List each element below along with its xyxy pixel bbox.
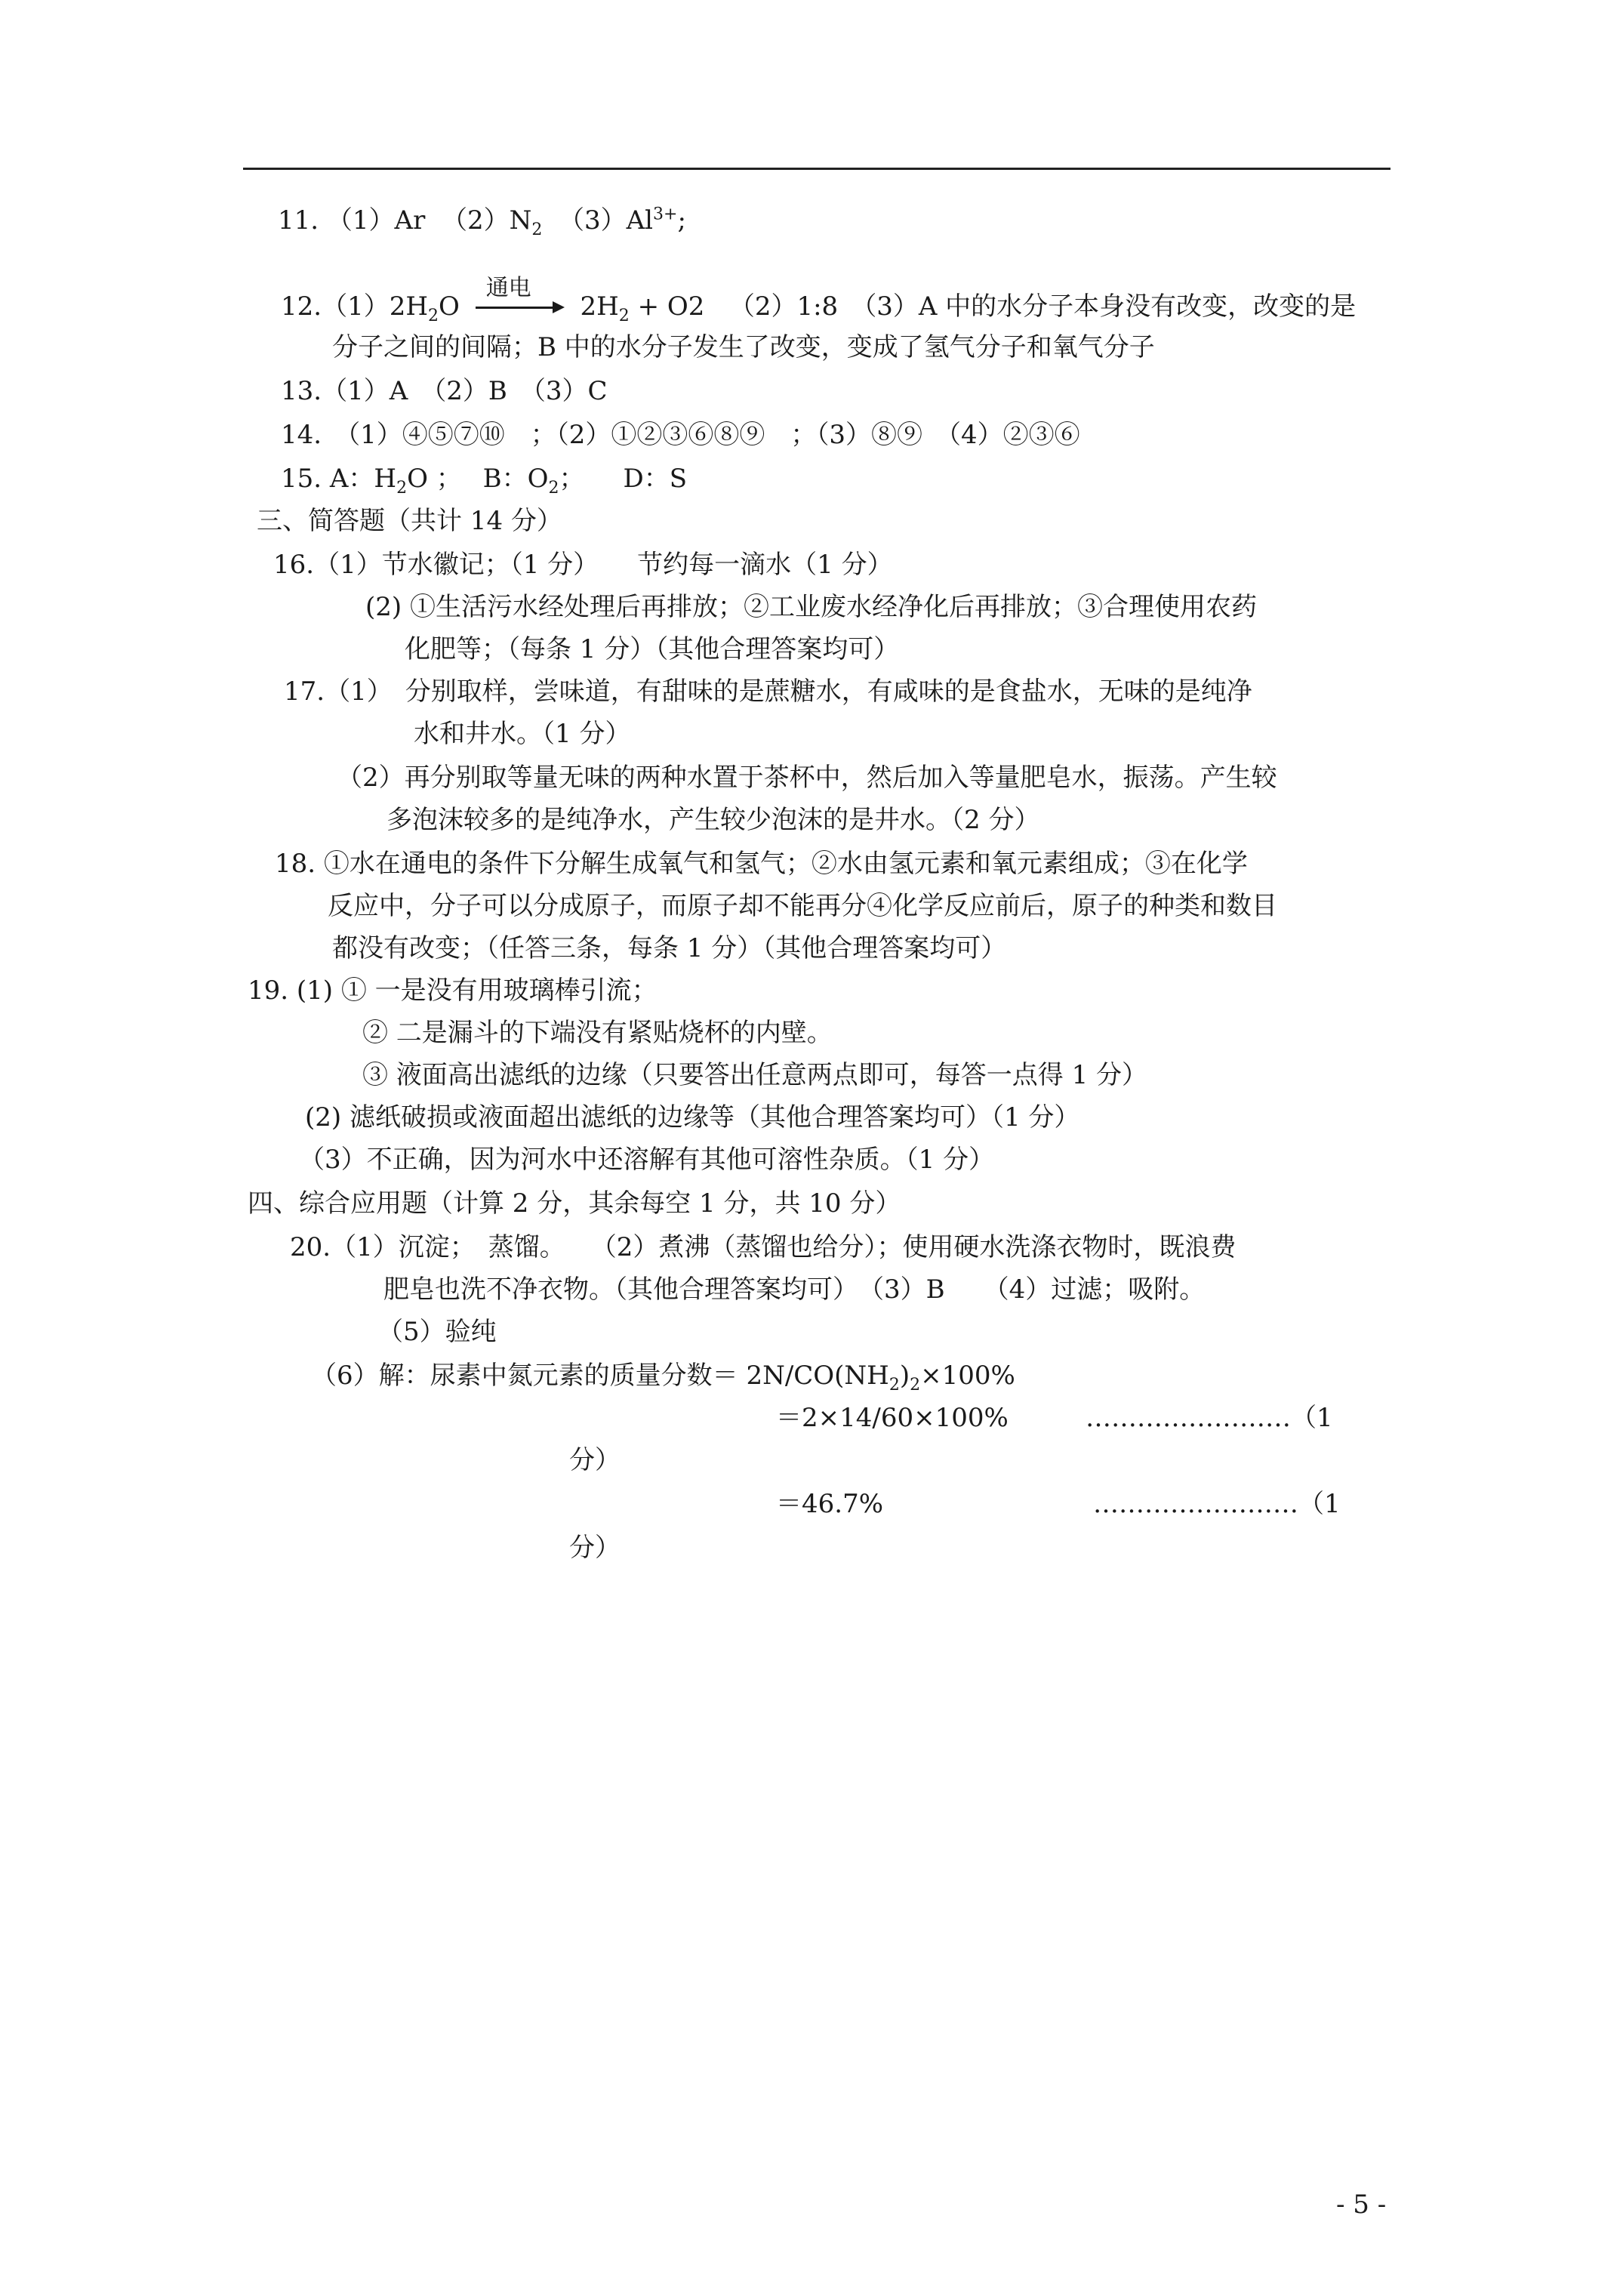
answer-20-line2: 肥皂也洗不净衣物。（其他合理答案均可） （3）B （4）过滤；吸附。 bbox=[383, 1274, 1206, 1305]
answer-17-line1: 17.（1） 分别取样，尝味道，有甜味的是蔗糖水，有咸味的是食盐水，无味的是纯净 bbox=[284, 676, 1252, 707]
answer-12-line2: 分子之间的间隔；B 中的水分子发生了改变，变成了氢气分子和氧气分子 bbox=[332, 332, 1155, 362]
answer-16-line2: (2) ①生活污水经处理后再排放；②工业废水经净化后再排放；③合理使用农药 bbox=[365, 592, 1257, 622]
answer-17-line4: 多泡沫较多的是纯净水，产生较少泡沫的是井水。（2 分） bbox=[387, 805, 1040, 835]
answer-19-line2: ② 二是漏斗的下端没有紧贴烧杯的内壁。 bbox=[362, 1018, 833, 1048]
answer-19-line4: (2) 滤纸破损或液面超出滤纸的边缘等（其他合理答案均可）（1 分） bbox=[305, 1102, 1080, 1133]
answer-20-calc-step1-score: 分） bbox=[569, 1445, 621, 1475]
answer-20-calc-step2: ＝46.7% bbox=[776, 1489, 884, 1519]
answer-17-line2: 水和井水。（1 分） bbox=[414, 719, 631, 749]
answer-19-line3: ③ 液面高出滤纸的边缘（只要答出任意两点即可，每答一点得 1 分） bbox=[362, 1060, 1148, 1090]
section-4-heading: 四、综合应用题（计算 2 分，其余每空 1 分，共 10 分） bbox=[248, 1188, 901, 1219]
section-3-heading: 三、简答题（共计 14 分） bbox=[257, 506, 562, 536]
answer-18-line2: 反应中，分子可以分成原子，而原子却不能再分④化学反应前后，原子的种类和数目 bbox=[328, 891, 1277, 921]
answer-20-line4: （6）解：尿素中氮元素的质量分数＝ $2N/CO(NH_2)_2\times 100\%$ bbox=[311, 1361, 1015, 1395]
answer-19-line5: （3）不正确，因为河水中还溶解有其他可溶性杂质。（1 分） bbox=[299, 1145, 995, 1175]
answer-18-line1: 18. ①水在通电的条件下分解生成氧气和氢气；②水由氢元素和氧元素组成；③在化学 bbox=[275, 849, 1248, 879]
answer-17-line3: （2）再分别取等量无味的两种水置于茶杯中，然后加入等量肥皂水，振荡。产生较 bbox=[337, 763, 1277, 793]
answer-14: 14. （1）④⑤⑦⑩ ；（2）①②③⑥⑧⑨ ；（3）⑧⑨ （4）②③⑥ bbox=[281, 420, 1080, 450]
answer-20-calc-step2-dots: ……………………（1 bbox=[1093, 1489, 1341, 1519]
header-rule bbox=[243, 168, 1390, 170]
answer-16-line1: 16.（1）节水徽记；（1 分） 节约每一滴水（1 分） bbox=[273, 550, 893, 580]
answer-20-calc-step1: ＝2×14/60×100% bbox=[776, 1403, 1009, 1433]
answer-20-calc-step1-dots: ……………………（1 bbox=[1086, 1403, 1333, 1433]
answer-20-line1: 20.（1）沉淀； 蒸馏。 （2）煮沸（蒸馏也给分）；使用硬水洗涤衣物时，既浪费 bbox=[290, 1232, 1236, 1262]
answer-12-line1: $12.(1)2H_2O$ 通电 $2H_2 + O2$ （2）1:8 （3）A 中的水分子本身没有改变，改变的是 bbox=[281, 275, 1357, 325]
reaction-arrow-icon: 通电 bbox=[476, 293, 565, 323]
answer-19-line1: 19. (1) ① 一是没有用玻璃棒引流； bbox=[248, 975, 658, 1006]
answer-13: 13.（1）A （2）B （3）C bbox=[281, 376, 608, 406]
answer-18-line3: 都没有改变；（任答三条，每条 1 分）（其他合理答案均可） bbox=[332, 933, 1007, 963]
answer-11: 11. （1）Ar $(2)N_2$ $(3)Al^{3+}$; bbox=[278, 205, 686, 239]
answer-20-line3: （5）验纯 bbox=[377, 1317, 497, 1347]
answer-15: 15. A：$H_2O$ ； B：$O_2$； D：S bbox=[281, 464, 688, 498]
answer-16-line3: 化肥等；（每条 1 分）（其他合理答案均可） bbox=[405, 634, 900, 664]
page-number: - 5 - bbox=[1336, 2190, 1387, 2220]
answer-20-calc-step2-score: 分） bbox=[569, 1533, 621, 1563]
